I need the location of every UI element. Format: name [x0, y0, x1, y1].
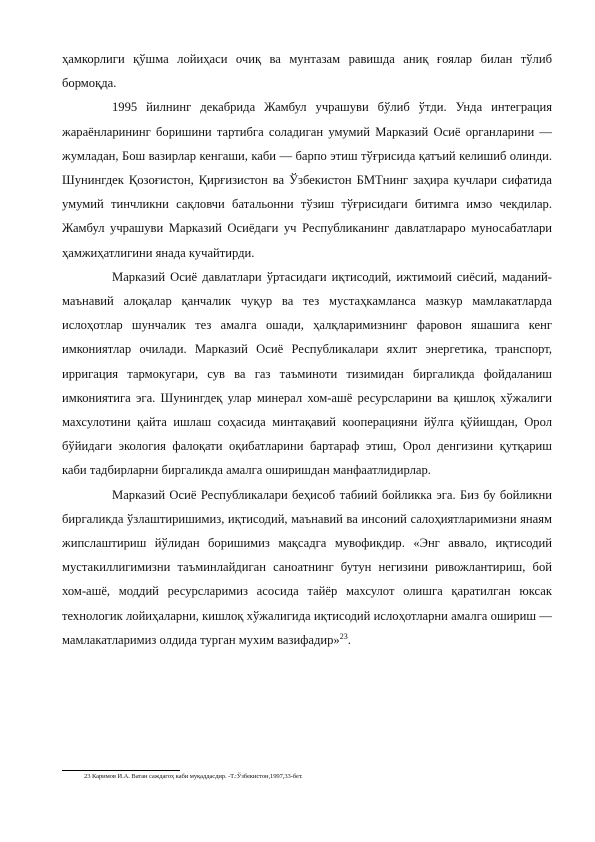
paragraph-jambul-meeting: 1995 йилнинг декабрида Жамбул учрашуви бўлиб ўтди. Унда интеграция жараёнларининг боришини тартибга соладиган умумий Марказий Осиё органларини — жумладан, Бош вазирлар кенгаши, каби — барпо этиш тўғрисида қатъий келишиб олинди. Шунингдек Қозоғистон, Қирғизистон ва Ўзбекистон БМТнинг заҳира кучлари сифатида умумий тинчликни сақловчи батальонни тўзиш тўғрисидаги битимга имзо чекдилар. Жамбул учрашуви Марказий Осиёдаги уч Республиканинг давлатлараро муносабатлари ҳамжиҳатлигини янада кучайтирди.	[62, 100, 552, 260]
footnote: 23 Каримов И.А. Ватан саждагоҳ каби муқаддасдир. -Т.:Ўзбекистон,1997,33-бет.	[84, 773, 303, 780]
footnote-reference: 23	[339, 631, 348, 641]
paragraph-text: Марказий Осиё Республикалари беҳисоб табиий бойликка эга. Биз бу бойликни биргаликда ўзлаштиришимиз, иқтисодий, маънавий ва инсоний салоҳиятларимизни янаям жипслаштириш йўлидан боришимиз мақсадга мувофикдир. «Энг аввало, иқтисодий мустакиллигимизни таъминлайдиган саноатнинг бутун негизини ривожлантириш, бой хом-ашё, моддий ресурсларимиз асосида тайёр махсулот олишга қаратилган юксак технологик лойиҳаларни, кишлоқ хўжалигида иқтисодий ислоҳотларни амалга ошириш — мамлакатларимиз олдида турган мухим вазифадир»	[62, 487, 552, 647]
paragraph-continuation: ҳамкорлиги қўшма лойиҳаси очиқ ва мунтазам равишда аниқ ғоялар билан тўлиб бормоқда.	[62, 52, 552, 91]
paragraph-central-asia-relations: Марказий Осиё давлатлари ўртасидаги иқтисодий, ижтимоий сиёсий, маданий-маънавий алоқалар қанчалик чуқур ва тез мустаҳкамланса мазкур мамлакатларда ислоҳотлар шунчалик тез амалга ошади, ҳалқларимизнинг фаровон яшашига кенг имкониятлар очилади. Марказий Осиё Республикалари яхлит энергетика, транспорт, ирригация тармокугари, сув ва газ таъминоти тизимидан биргаликда фойдаланиш имкониятига эга. Шунингдеқ улар минерал хом-ашё ресурсларини ва қишлоқ хўжалиги махсулотини қайта ишлаш соҳасида минтақавий кооперацияни йўлга қўйишдан, Орол бўйидаги экология фалоқати оқибатларини бартараф этиш, Орол денгизини қутқариш каби тадбирларни биргаликда амалга оширишдан манфаатлидирлар.	[62, 269, 552, 478]
document-body	[62, 47, 552, 652]
footnote-divider	[62, 770, 180, 771]
paragraph-natural-resources: Марказий Осиё Республикалари беҳисоб табиий бойликка эга. Биз бу бойликни биргаликда ўзлаштиришимиз, иқтисодий, маънавий ва инсоний салоҳиятларимизни янаям жипслаштириш йўлидан боришимиз мақсадга мувофикдир. «Энг аввало, иқтисодий мустакиллигимизни таъминлайдиган саноатнинг бутун негизини ривожлантириш, бой хом-ашё, моддий ресурсларимиз асосида тайёр махсулот олишга қаратилган юксак технологик лойиҳаларни, кишлоқ хўжалигида иқтисодий ислоҳотларни амалга ошириш — мамлакатларимиз олдида турган мухим вазифадир»$^{23}$.	[62, 487, 552, 647]
